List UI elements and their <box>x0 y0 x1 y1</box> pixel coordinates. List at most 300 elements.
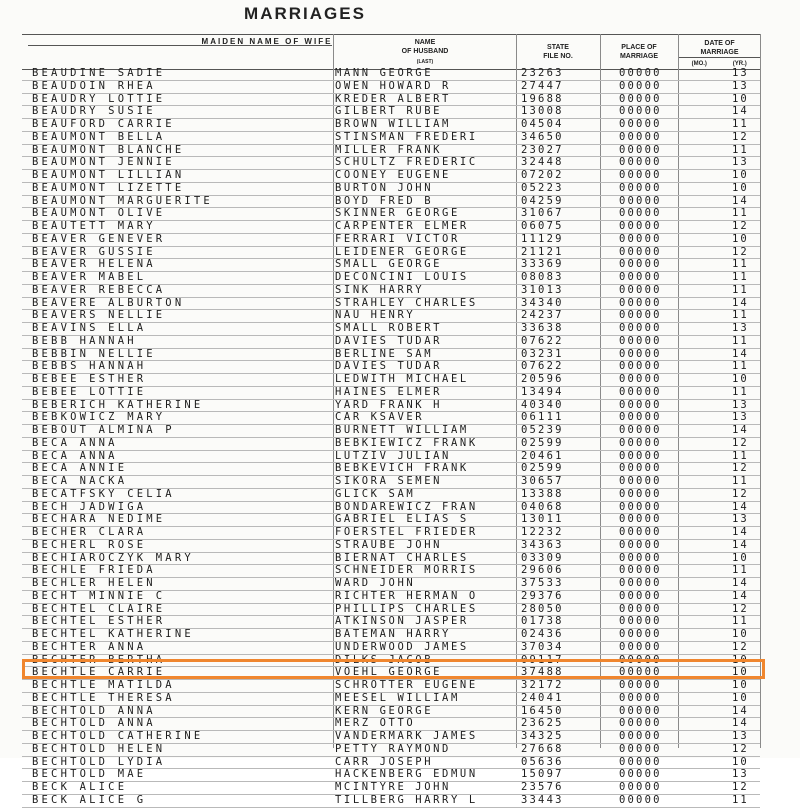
husband-name: LEIDENER GEORGE <box>335 246 469 258</box>
place-of-marriage: 00000 <box>619 794 662 806</box>
table-row <box>22 387 760 400</box>
state-file-no: 24041 <box>521 692 564 704</box>
table-row <box>22 693 760 706</box>
wife-name: BECHTLE MATILDA <box>32 680 175 691</box>
place-of-marriage: 00000 <box>619 629 662 640</box>
table-row <box>22 642 760 655</box>
state-file-no: 03309 <box>521 552 564 564</box>
husband-name: BOYD FRED B <box>335 195 434 207</box>
state-file-no: 04259 <box>521 195 564 207</box>
page-title: MARRIAGES <box>244 4 366 23</box>
marriage-year: 12 <box>732 782 749 793</box>
wife-name: BEAUMONT MARGUERITE <box>32 195 213 207</box>
table-row <box>22 221 760 234</box>
table-row <box>22 208 760 221</box>
header-state-line2: FILE NO. <box>543 53 573 60</box>
husband-name: VOEHL GEORGE <box>335 667 443 679</box>
wife-name: BEAVER REBECCA <box>32 284 166 296</box>
table-row <box>22 285 760 298</box>
wife-name: BEAUFORD CARRIE <box>32 119 175 130</box>
state-file-no: 13494 <box>521 386 564 398</box>
state-file-no: 21121 <box>521 246 564 258</box>
husband-name: CAR KSAVER <box>335 412 425 424</box>
table-row <box>22 565 760 578</box>
marriage-year: 11 <box>732 616 749 628</box>
wife-name: BEAUMONT LILLIAN <box>32 170 185 181</box>
marriage-year: 14 <box>732 578 749 589</box>
table-row <box>22 769 760 782</box>
place-of-marriage: 00000 <box>619 718 662 730</box>
husband-name: MILLER FRANK <box>335 144 443 156</box>
wife-name: BEAUMONT JENNIE <box>32 157 175 169</box>
place-of-marriage: 00000 <box>619 782 662 793</box>
place-of-marriage: 00000 <box>619 527 662 538</box>
marriage-year: 11 <box>732 144 749 156</box>
wife-name: BECH JADWIGA <box>32 501 147 513</box>
wife-name: BEAUDRY SUSIE <box>32 106 156 118</box>
header-date-line1: DATE OF <box>704 40 735 47</box>
state-file-no: 33638 <box>521 323 564 334</box>
marriage-year: 14 <box>732 195 749 207</box>
header-husband-line1: NAME <box>414 38 436 46</box>
husband-name: TILLBERG HARRY L <box>335 794 478 806</box>
place-of-marriage: 00000 <box>619 374 662 385</box>
place-of-marriage: 00000 <box>619 731 662 742</box>
header-state-file <box>517 35 599 69</box>
state-file-no: 19688 <box>521 93 564 105</box>
wife-name: BEAVER HELENA <box>32 259 156 271</box>
wife-name: BEBB HANNAH <box>32 335 137 347</box>
table-row <box>22 795 760 808</box>
state-file-no: 08083 <box>521 272 564 283</box>
table-row <box>22 489 760 502</box>
table-row <box>22 616 760 629</box>
husband-name: SMALL GEORGE <box>335 259 443 271</box>
wife-name: BEAUMONT OLIVE <box>32 208 166 220</box>
marriage-year: 14 <box>732 590 749 602</box>
place-of-marriage: 00000 <box>619 565 662 577</box>
marriage-year: 10 <box>732 182 749 194</box>
table-row <box>22 336 760 349</box>
wife-name: BECK ALICE G <box>32 794 147 806</box>
marriage-year: 13 <box>732 399 749 411</box>
state-file-no: 27447 <box>521 80 564 92</box>
state-file-no: 16450 <box>521 705 564 717</box>
husband-name: ATKINSON JASPER <box>335 616 469 628</box>
marriage-year: 13 <box>732 514 749 526</box>
table-row <box>22 106 760 119</box>
husband-name: RICHTER HERMAN O <box>335 590 478 602</box>
place-of-marriage: 00000 <box>619 310 662 322</box>
table-header <box>22 34 760 70</box>
wife-name: BEBOUT ALMINA P <box>32 425 175 436</box>
place-of-marriage: 00000 <box>619 680 662 691</box>
place-of-marriage: 00000 <box>619 756 662 768</box>
state-file-no: 05636 <box>521 756 564 768</box>
marriage-year: 13 <box>732 157 749 169</box>
place-of-marriage: 00000 <box>619 705 662 717</box>
wife-name: BEAVER GENEVER <box>32 233 166 245</box>
place-of-marriage: 00000 <box>619 233 662 245</box>
state-file-no: 07202 <box>521 170 564 181</box>
state-file-no: 33443 <box>521 794 564 806</box>
header-place-line2: MARRIAGE <box>619 53 659 60</box>
marriage-year: 12 <box>732 641 749 653</box>
state-file-no: 03231 <box>521 348 564 360</box>
header-place-line1: PLACE OF <box>621 44 657 51</box>
table-row <box>22 629 760 642</box>
place-of-marriage: 00000 <box>619 284 662 296</box>
wife-name: BECK ALICE <box>32 782 128 793</box>
wife-name: BEBKOWICZ MARY <box>32 412 166 424</box>
marriage-year: 11 <box>732 794 749 806</box>
marriage-year: 11 <box>732 476 749 487</box>
table-row <box>22 718 760 731</box>
table-row <box>22 259 760 272</box>
state-file-no: 34363 <box>521 539 564 551</box>
husband-name: MEESEL WILLIAM <box>335 692 460 704</box>
table-row <box>22 540 760 553</box>
table-row <box>22 667 760 680</box>
place-of-marriage: 00000 <box>619 131 662 143</box>
state-file-no: 13011 <box>521 514 564 526</box>
marriage-year: 10 <box>732 692 749 704</box>
state-file-no: 27668 <box>521 743 564 755</box>
header-husband <box>335 35 515 69</box>
place-of-marriage: 00000 <box>619 144 662 156</box>
husband-name: COONEY EUGENE <box>335 170 451 181</box>
table-row <box>22 655 760 668</box>
place-of-marriage: 00000 <box>619 743 662 755</box>
state-file-no: 06075 <box>521 221 564 232</box>
marriage-year: 14 <box>732 425 749 436</box>
state-file-no: 40340 <box>521 399 564 411</box>
state-file-no: 37034 <box>521 641 564 653</box>
marriage-year: 14 <box>732 348 749 360</box>
place-of-marriage: 00000 <box>619 297 662 309</box>
wife-name: BEAUMONT BLANCHE <box>32 144 185 156</box>
wife-name: BECHTER ANNA <box>32 641 147 653</box>
husband-name: PHILLIPS CHARLES <box>335 603 478 615</box>
table-row <box>22 553 760 566</box>
husband-name: BURTON JOHN <box>335 182 434 194</box>
wife-name: BECA ANNA <box>32 450 118 462</box>
header-date-mo: (MO.) <box>691 61 707 67</box>
husband-name: SKINNER GEORGE <box>335 208 460 220</box>
place-of-marriage: 00000 <box>619 412 662 424</box>
state-file-no: 04068 <box>521 501 564 513</box>
wife-name: BECHTEL ESTHER <box>32 616 166 628</box>
place-of-marriage: 00000 <box>619 769 662 781</box>
state-file-no: 31067 <box>521 208 564 220</box>
marriage-year: 11 <box>732 335 749 347</box>
marriage-year: 11 <box>732 119 749 130</box>
place-of-marriage: 00000 <box>619 501 662 513</box>
header-date-yr: (YR.) <box>732 61 747 67</box>
place-of-marriage: 00000 <box>619 157 662 169</box>
table-row <box>22 170 760 183</box>
husband-name: STRAHLEY CHARLES <box>335 297 478 309</box>
husband-name: LEDWITH MICHAEL <box>335 374 469 385</box>
state-file-no: 28050 <box>521 603 564 615</box>
place-of-marriage: 00000 <box>619 246 662 258</box>
place-of-marriage: 00000 <box>619 463 662 475</box>
table-row <box>22 298 760 311</box>
state-file-no: 32448 <box>521 157 564 169</box>
husband-name: KERN GEORGE <box>335 705 434 717</box>
marriage-year: 12 <box>732 743 749 755</box>
wife-name: BEAUDRY LOTTIE <box>32 93 166 105</box>
wife-name: BEBBS HANNAH <box>32 361 147 373</box>
husband-name: UNDERWOOD JAMES <box>335 641 469 653</box>
wife-name: BECHIAROCZYK MARY <box>32 552 194 564</box>
state-file-no: 04504 <box>521 119 564 130</box>
place-of-marriage: 00000 <box>619 603 662 615</box>
marriage-year: 14 <box>732 718 749 730</box>
state-file-no: 07622 <box>521 361 564 373</box>
wife-name: BECHERL ROSE <box>32 539 147 551</box>
wife-name: BEAUMONT LIZETTE <box>32 182 185 194</box>
wife-name: BECHTLE THERESA <box>32 692 175 704</box>
husband-name: YARD FRANK H <box>335 399 443 411</box>
husband-name: HAINES ELMER <box>335 386 443 398</box>
place-of-marriage: 00000 <box>619 386 662 398</box>
marriage-year: 12 <box>732 603 749 615</box>
state-file-no: 29606 <box>521 565 564 577</box>
place-of-marriage: 00000 <box>619 437 662 449</box>
wife-name: BEAVER MABEL <box>32 272 147 283</box>
marriage-year: 12 <box>732 246 749 258</box>
husband-name: LUTZIV JULIAN <box>335 450 451 462</box>
marriage-year: 14 <box>732 106 749 118</box>
state-file-no: 29376 <box>521 590 564 602</box>
wife-name: BECHTOLD ANNA <box>32 718 156 730</box>
place-of-marriage: 00000 <box>619 578 662 589</box>
table-row <box>22 476 760 489</box>
wife-name: BEAVINS ELLA <box>32 323 147 334</box>
state-file-no: 37488 <box>521 667 564 679</box>
wife-name: BECHTOLD MAE <box>32 769 147 781</box>
husband-name: BURNETT WILLIAM <box>335 425 469 436</box>
husband-name: CARPENTER ELMER <box>335 221 469 232</box>
marriage-year: 10 <box>732 667 749 679</box>
husband-name: SCHROTTER EUGENE <box>335 680 478 691</box>
marriage-year: 13 <box>732 80 749 92</box>
husband-name: FERRARI VICTOR <box>335 233 460 245</box>
state-file-no: 05223 <box>521 182 564 194</box>
marriage-year: 10 <box>732 552 749 564</box>
header-husband-line2: OF HUSBAND <box>401 47 449 55</box>
marriage-year: 14 <box>732 501 749 513</box>
wife-name: BEAVER GUSSIE <box>32 246 156 258</box>
marriage-year: 10 <box>732 654 749 666</box>
marriage-year: 11 <box>732 450 749 462</box>
husband-name: DILKS JACOB <box>335 654 434 666</box>
header-maiden-name-label: MAIDEN NAME OF WIFE <box>201 37 333 46</box>
wife-name: BECHT MINNIE C <box>32 590 166 602</box>
header-husband-line3: (LAST) <box>416 58 434 65</box>
husband-name: GABRIEL ELIAS S <box>335 514 469 526</box>
place-of-marriage: 00000 <box>619 170 662 181</box>
state-file-no: 34340 <box>521 297 564 309</box>
marriage-year: 10 <box>732 680 749 691</box>
husband-name: NAU HENRY <box>335 310 416 322</box>
husband-name: BONDAREWICZ FRAN <box>335 501 478 513</box>
wife-name: BEAUDOIN RHEA <box>32 80 156 92</box>
husband-name: DECONCINI LOUIS <box>335 272 469 283</box>
marriage-year: 10 <box>732 629 749 640</box>
table-row <box>22 731 760 744</box>
state-file-no: 13008 <box>521 106 564 118</box>
husband-name: GILBERT RUBE <box>335 106 443 118</box>
state-file-no: 24237 <box>521 310 564 322</box>
wife-name: BECHTOLD CATHERINE <box>32 731 204 742</box>
state-file-no: 09117 <box>521 654 564 666</box>
state-file-no: 31013 <box>521 284 564 296</box>
state-file-no: 23027 <box>521 144 564 156</box>
wife-name: BECHTOLD ANNA <box>32 705 156 717</box>
state-file-no: 34650 <box>521 131 564 143</box>
wife-name: BECHTLE CARRIE <box>32 667 166 679</box>
marriage-year: 11 <box>732 310 749 322</box>
wife-name: BECATFSKY CELIA <box>32 488 175 500</box>
wife-name: BECHTER BERTHA <box>32 654 166 666</box>
table-row <box>22 527 760 540</box>
state-file-no: 11129 <box>521 233 564 245</box>
table-row <box>22 247 760 260</box>
husband-name: GLICK SAM <box>335 488 416 500</box>
records-table <box>22 68 760 808</box>
wife-name: BECHTEL KATHERINE <box>32 629 194 640</box>
marriage-year: 13 <box>732 412 749 424</box>
header-place <box>601 35 677 69</box>
header-date-line2: MARRIAGE <box>700 49 739 56</box>
husband-name: SCHULTZ FREDERIC <box>335 157 478 169</box>
marriage-year: 11 <box>732 361 749 373</box>
marriage-year: 13 <box>732 769 749 781</box>
place-of-marriage: 00000 <box>619 195 662 207</box>
place-of-marriage: 00000 <box>619 348 662 360</box>
state-file-no: 02599 <box>521 463 564 475</box>
table-row <box>22 119 760 132</box>
table-row <box>22 757 760 770</box>
header-state-line1: STATE <box>547 44 569 51</box>
husband-name: BERLINE SAM <box>335 348 434 360</box>
husband-name: MERZ OTTO <box>335 718 416 730</box>
wife-name: BEAUDINE SADIE <box>32 68 166 79</box>
state-file-no: 34325 <box>521 731 564 742</box>
marriage-year: 10 <box>732 93 749 105</box>
wife-name: BECHLE FRIEDA <box>32 565 156 577</box>
place-of-marriage: 00000 <box>619 539 662 551</box>
state-file-no: 23576 <box>521 782 564 793</box>
wife-name: BEBERICH KATHERINE <box>32 399 204 411</box>
marriage-year: 11 <box>732 386 749 398</box>
wife-name: BEBBIN NELLIE <box>32 348 156 360</box>
wife-name: BECHLER HELEN <box>32 578 156 589</box>
marriage-year: 11 <box>732 272 749 283</box>
husband-name: SMALL ROBERT <box>335 323 443 334</box>
table-row <box>22 94 760 107</box>
table-row <box>22 81 760 94</box>
marriage-year: 10 <box>732 233 749 245</box>
state-file-no: 02599 <box>521 437 564 449</box>
table-row <box>22 310 760 323</box>
husband-name: BIERNAT CHARLES <box>335 552 469 564</box>
state-file-no: 06111 <box>521 412 564 424</box>
state-file-no: 20596 <box>521 374 564 385</box>
place-of-marriage: 00000 <box>619 552 662 564</box>
husband-name: SINK HARRY <box>335 284 425 296</box>
table-row <box>22 463 760 476</box>
table-row <box>22 400 760 413</box>
marriage-year: 12 <box>732 488 749 500</box>
table-row <box>22 412 760 425</box>
state-file-no: 02436 <box>521 629 564 640</box>
husband-name: BEBKIEWICZ FRANK <box>335 437 478 449</box>
wife-name: BECHTOLD HELEN <box>32 743 166 755</box>
place-of-marriage: 00000 <box>619 667 662 679</box>
place-of-marriage: 00000 <box>619 106 662 118</box>
husband-name: MANN GEORGE <box>335 68 434 79</box>
marriage-year: 12 <box>732 221 749 232</box>
place-of-marriage: 00000 <box>619 361 662 373</box>
table-row <box>22 196 760 209</box>
wife-name: BECHTEL CLAIRE <box>32 603 166 615</box>
table-row <box>22 234 760 247</box>
husband-name: OWEN HOWARD R <box>335 80 451 92</box>
marriage-year: 11 <box>732 284 749 296</box>
husband-name: MCINTYRE JOHN <box>335 782 451 793</box>
wife-name: BECHARA NEDIME <box>32 514 166 526</box>
place-of-marriage: 00000 <box>619 641 662 653</box>
marriage-year: 12 <box>732 131 749 143</box>
table-row <box>22 578 760 591</box>
place-of-marriage: 00000 <box>619 208 662 220</box>
marriage-year: 12 <box>732 463 749 475</box>
place-of-marriage: 00000 <box>619 182 662 194</box>
table-row <box>22 323 760 336</box>
husband-name: HACKENBERG EDMUN <box>335 769 478 781</box>
husband-name: CARR JOSEPH <box>335 756 434 768</box>
table-row <box>22 425 760 438</box>
marriage-year: 14 <box>732 527 749 538</box>
state-file-no: 32172 <box>521 680 564 691</box>
place-of-marriage: 00000 <box>619 93 662 105</box>
state-file-no: 01738 <box>521 616 564 628</box>
table-row <box>22 183 760 196</box>
state-file-no: 05239 <box>521 425 564 436</box>
marriage-year: 10 <box>732 756 749 768</box>
wife-name: BEAUTETT MARY <box>32 221 156 232</box>
wife-name: BECA NACKA <box>32 476 128 487</box>
state-file-no: 13388 <box>521 488 564 500</box>
place-of-marriage: 00000 <box>619 119 662 130</box>
husband-name: DAVIES TUDAR <box>335 335 443 347</box>
wife-name: BEBEE ESTHER <box>32 374 147 385</box>
husband-name: BATEMAN HARRY <box>335 629 451 640</box>
table-row <box>22 374 760 387</box>
marriage-year: 12 <box>732 437 749 449</box>
wife-name: BECA ANNA <box>32 437 118 449</box>
husband-name: WARD JOHN <box>335 578 416 589</box>
table-row <box>22 502 760 515</box>
marriage-year: 13 <box>732 68 749 79</box>
table-row <box>22 157 760 170</box>
state-file-no: 20461 <box>521 450 564 462</box>
husband-name: SCHNEIDER MORRIS <box>335 565 478 577</box>
place-of-marriage: 00000 <box>619 616 662 628</box>
